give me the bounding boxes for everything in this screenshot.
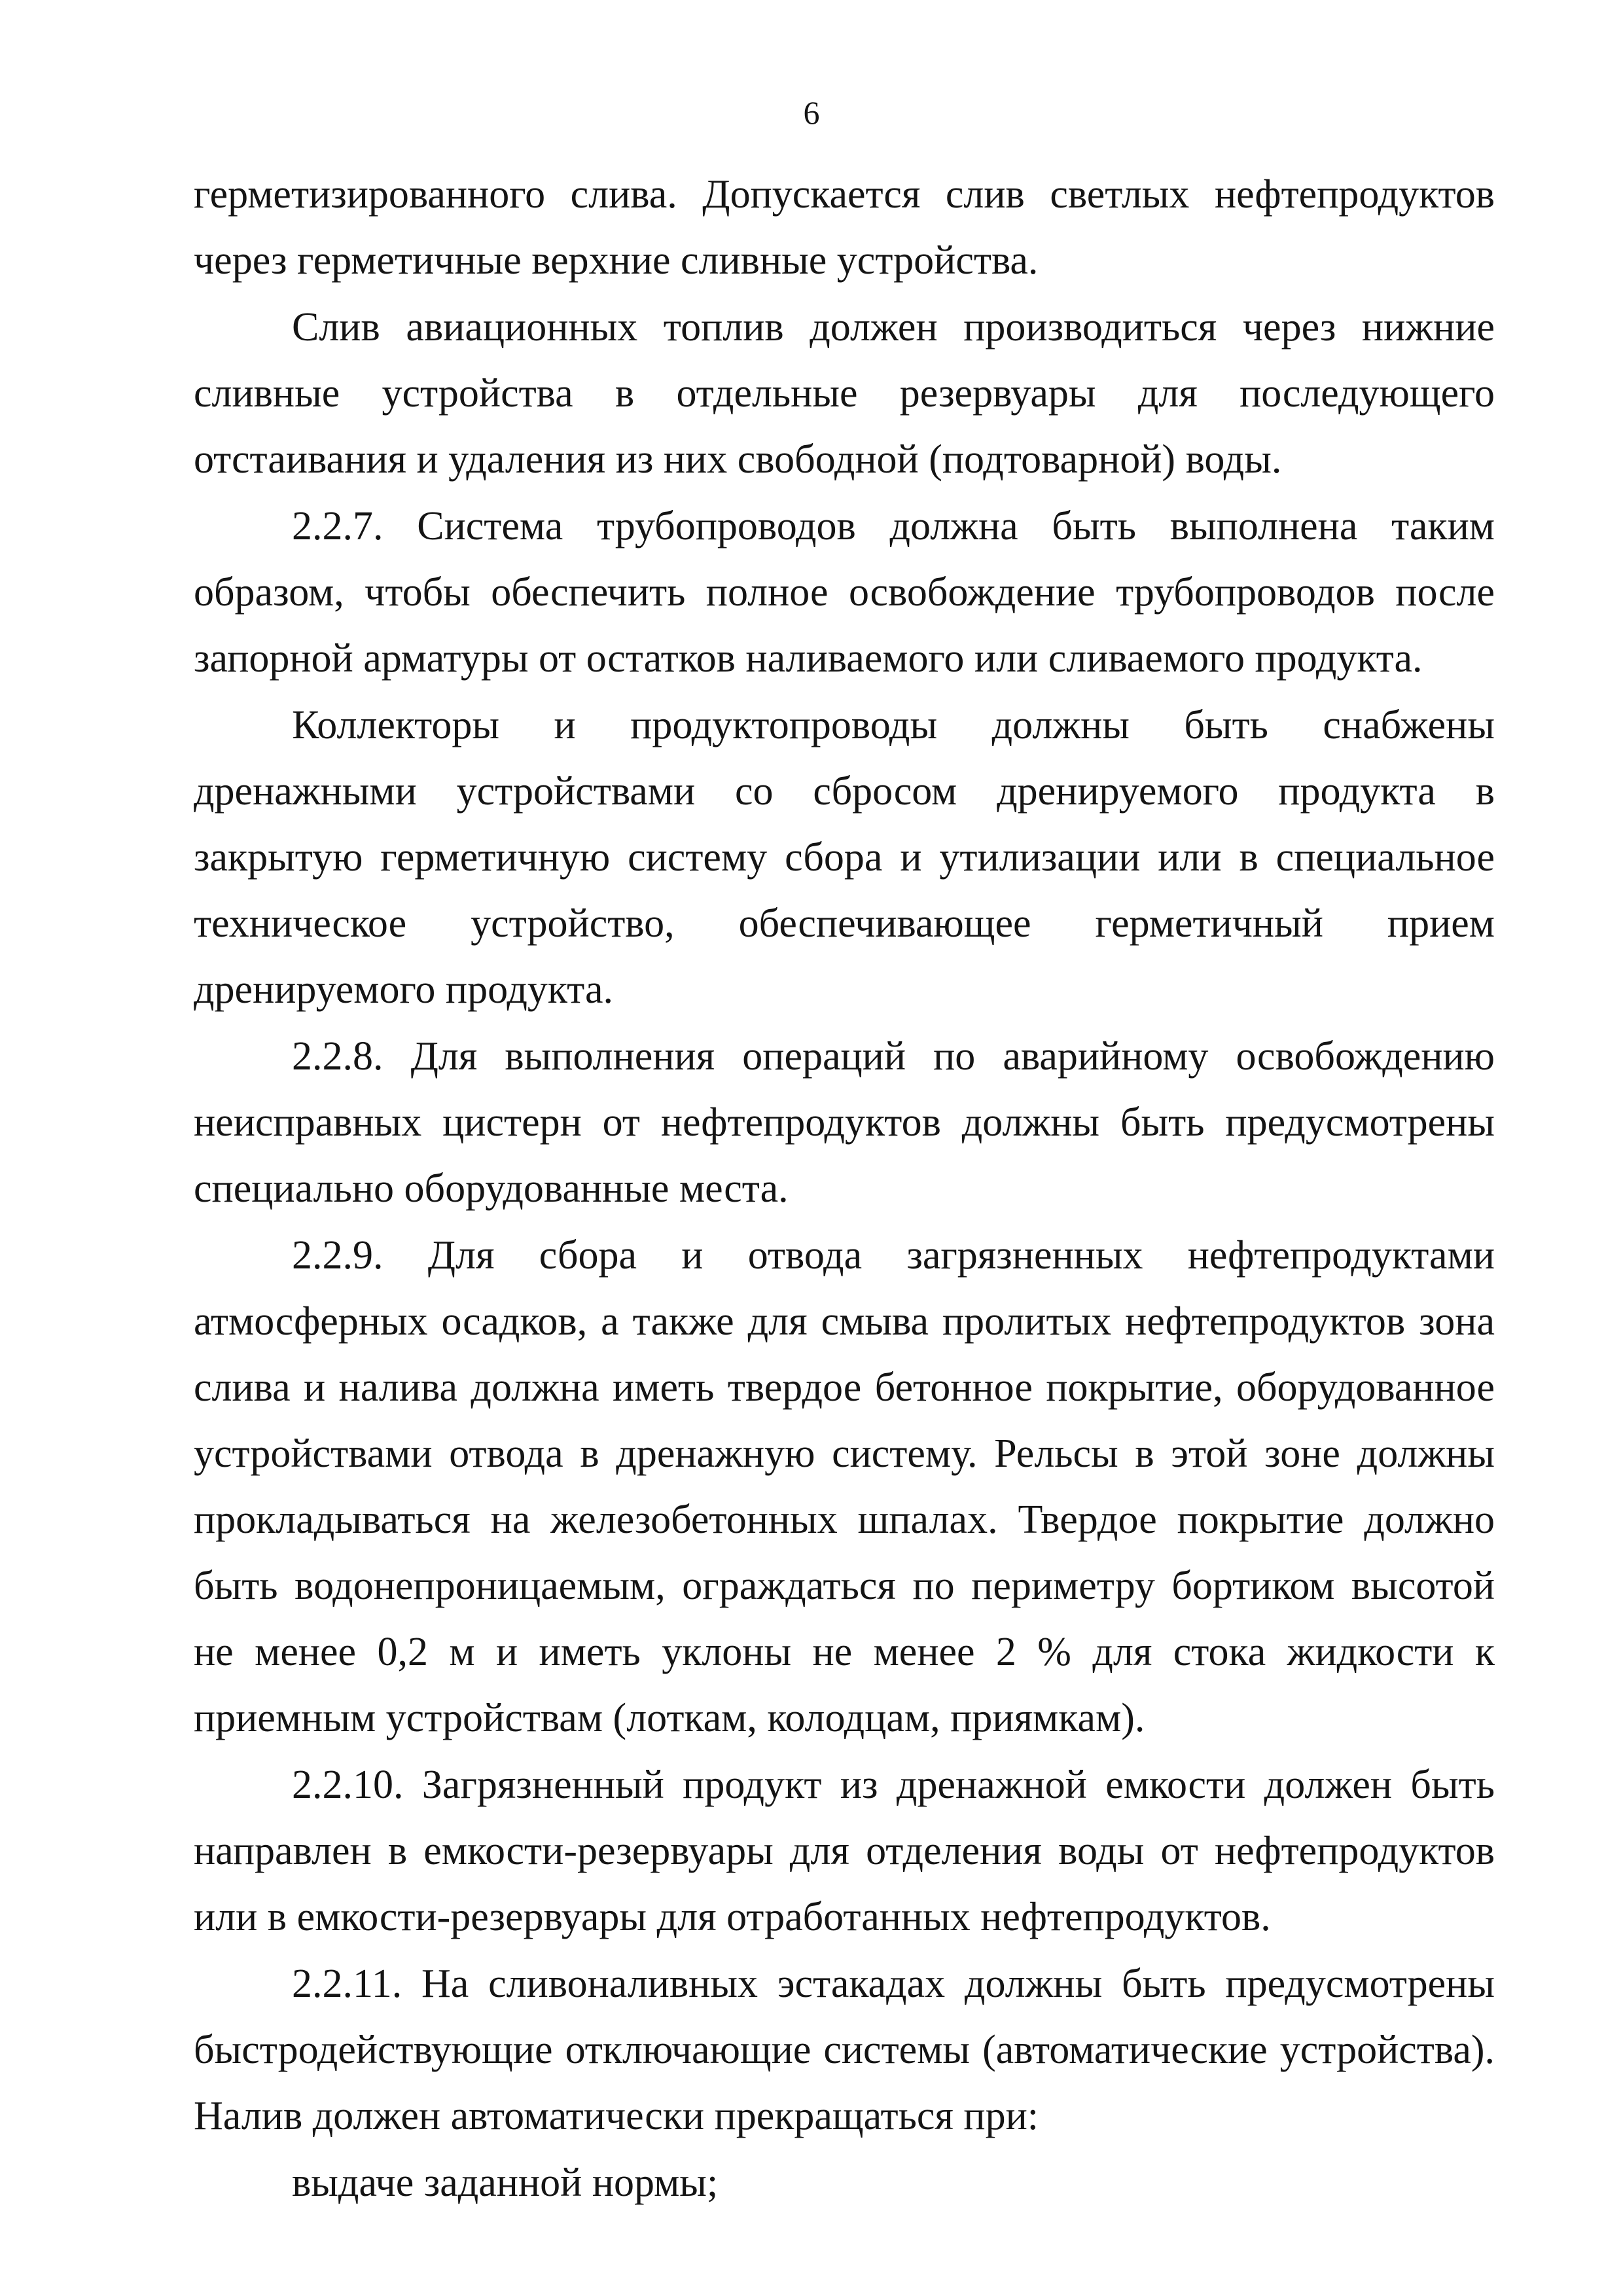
document-body (194, 162, 1495, 2216)
paragraph-aviation-fuel-drain: Слив авиационных топлив должен производиться через нижние сливные устройства в отдельные резервуары для последующего отстаивания и удаления из них свободной (подтоварной) воды. (194, 305, 1495, 482)
page-number: 6 (803, 94, 820, 131)
paragraph-2-2-10: 2.2.10. Загрязненный продукт из дренажной емкости должен быть направлен в емкости-резервуары для отделения воды от нефтепродуктов или в емкости-резервуары для отработанных нефтепродуктов. (194, 1763, 1495, 1939)
paragraph-2-2-9: 2.2.9. Для сбора и отвода загрязненных нефтепродуктами атмосферных осадков, а также для смыва пролитых нефтепродуктов зона слива и налива должна иметь твердое бетонное покрытие, оборудованное устройствами отвода в дренажную систему. Рельсы в этой зоне должны прокладываться на железобетонных шпалах. Твердое покрытие должно быть водонепроницаемым, ограждаться по периметру бортиком высотой не менее 0,2 м и иметь уклоны не менее 2 % для стока жидкости к приемным устройствам (лоткам, колодцам, приямкам). (194, 1233, 1495, 1740)
paragraph-list-item: выдаче заданной нормы; (292, 2161, 719, 2205)
paragraph-continuation: герметизированного слива. Допускается слив светлых нефтепродуктов через герметичные верхние сливные устройства. (194, 172, 1495, 283)
paragraph-2-2-7: 2.2.7. Система трубопроводов должна быть выполнена таким образом, чтобы обеспечить полное освобождение трубопроводов после запорной арматуры от остатков наливаемого или сливаемого продукта. (194, 504, 1495, 681)
paragraph-2-2-8: 2.2.8. Для выполнения операций по аварийному освобождению неисправных цистерн от нефтепродуктов должны быть предусмотрены специально оборудованные места. (194, 1034, 1495, 1211)
paragraph-collectors: Коллекторы и продуктопроводы должны быть снабжены дренажными устройствами со сбросом дренируемого продукта в закрытую герметичную систему сбора и утилизации или в специальное техническое устройство, обеспечивающее герметичный прием дренируемого продукта. (194, 703, 1495, 1012)
paragraph-2-2-11: 2.2.11. На сливоналивных эстакадах должны быть предусмотрены быстродействующие отключающие системы (автоматические устройства). Налив должен автоматически прекращаться при: (194, 1962, 1495, 2138)
